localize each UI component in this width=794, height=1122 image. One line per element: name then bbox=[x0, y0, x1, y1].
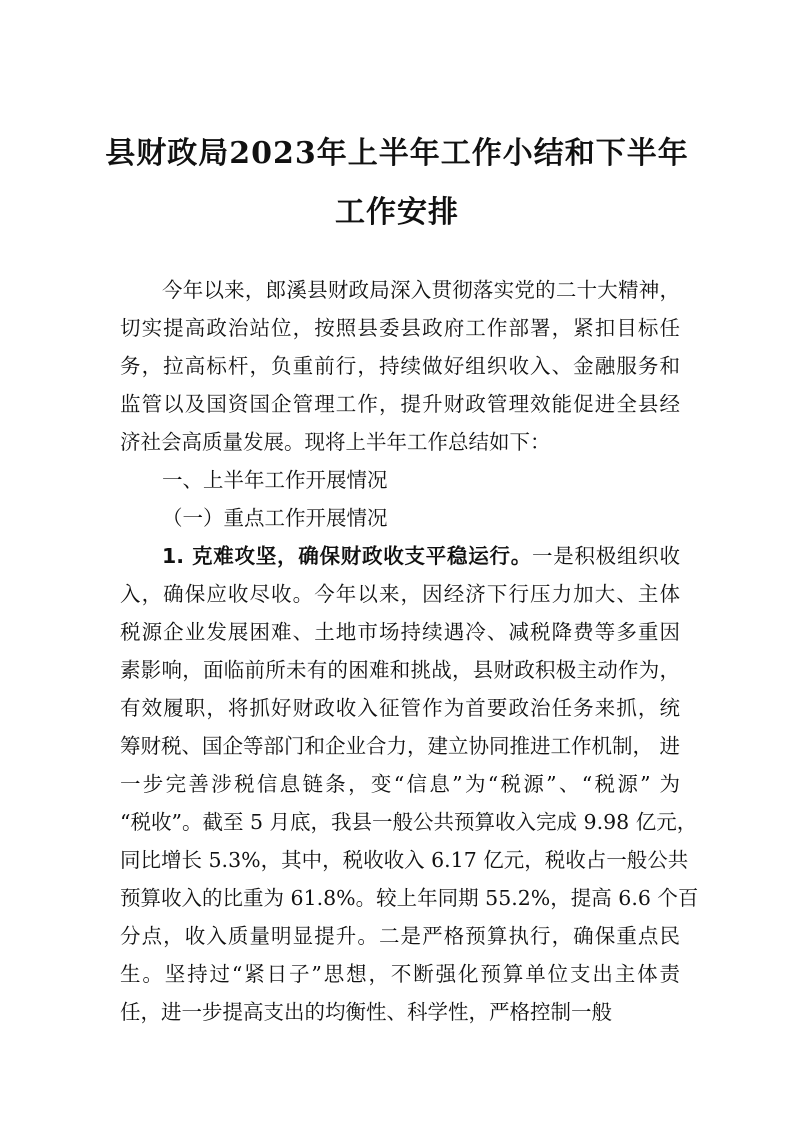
intro-line-5: 济社会高质量发展。现将上半年工作总结如下： bbox=[120, 430, 551, 454]
paragraph-1-line-6: 筹财税、国企等部门和企业合力，建立协同推进工作机制， 进 bbox=[120, 734, 681, 758]
intro-line-4: 监管以及国资国企管理工作，提升财政管理效能促进全县经 bbox=[120, 392, 680, 416]
intro-line-2: 切实提高政治站位，按照县委县政府工作部署，紧扣目标任 bbox=[120, 316, 680, 340]
document-title-line-2: 工作安排 bbox=[335, 195, 459, 230]
paragraph-1-line-8: “税收”。截至 5 月底，我县一般公共预算收入完成 9.98 亿元， bbox=[120, 810, 698, 834]
paragraph-1-line-5: 有效履职，将抓好财政收入征管作为首要政治任务来抓，统 bbox=[120, 696, 680, 720]
paragraph-1-line-4: 素影响，面临前所未有的困难和挑战，县财政积极主动作为， bbox=[120, 658, 680, 682]
paragraph-1-first-line bbox=[162, 542, 680, 570]
paragraph-1-line-10: 预算收入的比重为 61.8%。较上年同期 55.2%，提高 6.6 个百 bbox=[120, 886, 699, 910]
paragraph-1-lead: 1. 克难攻坚，确保财政收支平稳运行。 bbox=[162, 544, 532, 568]
paragraph-1-line-12: 生。坚持过“紧日子”思想，不断强化预算单位支出主体责 bbox=[120, 962, 680, 986]
intro-line-1: 今年以来，郎溪县财政局深入贯彻落实党的二十大精神， bbox=[162, 278, 680, 302]
paragraph-1-line-2: 入，确保应收尽收。今年以来，因经济下行压力加大、主体 bbox=[120, 582, 680, 606]
paragraph-1-line-11: 分点，收入质量明显提升。二是严格预算执行，确保重点民 bbox=[120, 924, 680, 948]
subsection-heading-1: （一）重点工作开展情况 bbox=[162, 506, 388, 530]
paragraph-1-line-3: 税源企业发展困难、土地市场持续遇冷、减税降费等多重因 bbox=[120, 620, 680, 644]
paragraph-1-line-9: 同比增长 5.3%，其中，税收收入 6.17 亿元，税收占一般公共 bbox=[120, 848, 689, 872]
paragraph-1-line-13: 任，进一步提高支出的均衡性、科学性，严格控制一般 bbox=[120, 1000, 612, 1024]
paragraph-1-line-7: 一步完善涉税信息链条，变“信息”为“税源”、“税源” 为 bbox=[120, 772, 680, 796]
document-title-line-1: 县财政局2023年上半年工作小结和下半年 bbox=[105, 136, 689, 171]
paragraph-1-first-rest: 一是积极组织收 bbox=[531, 544, 681, 568]
intro-line-3: 务，拉高标杆，负重前行，持续做好组织收入、金融服务和 bbox=[120, 354, 680, 378]
section-heading-1: 一、上半年工作开展情况 bbox=[162, 468, 388, 492]
